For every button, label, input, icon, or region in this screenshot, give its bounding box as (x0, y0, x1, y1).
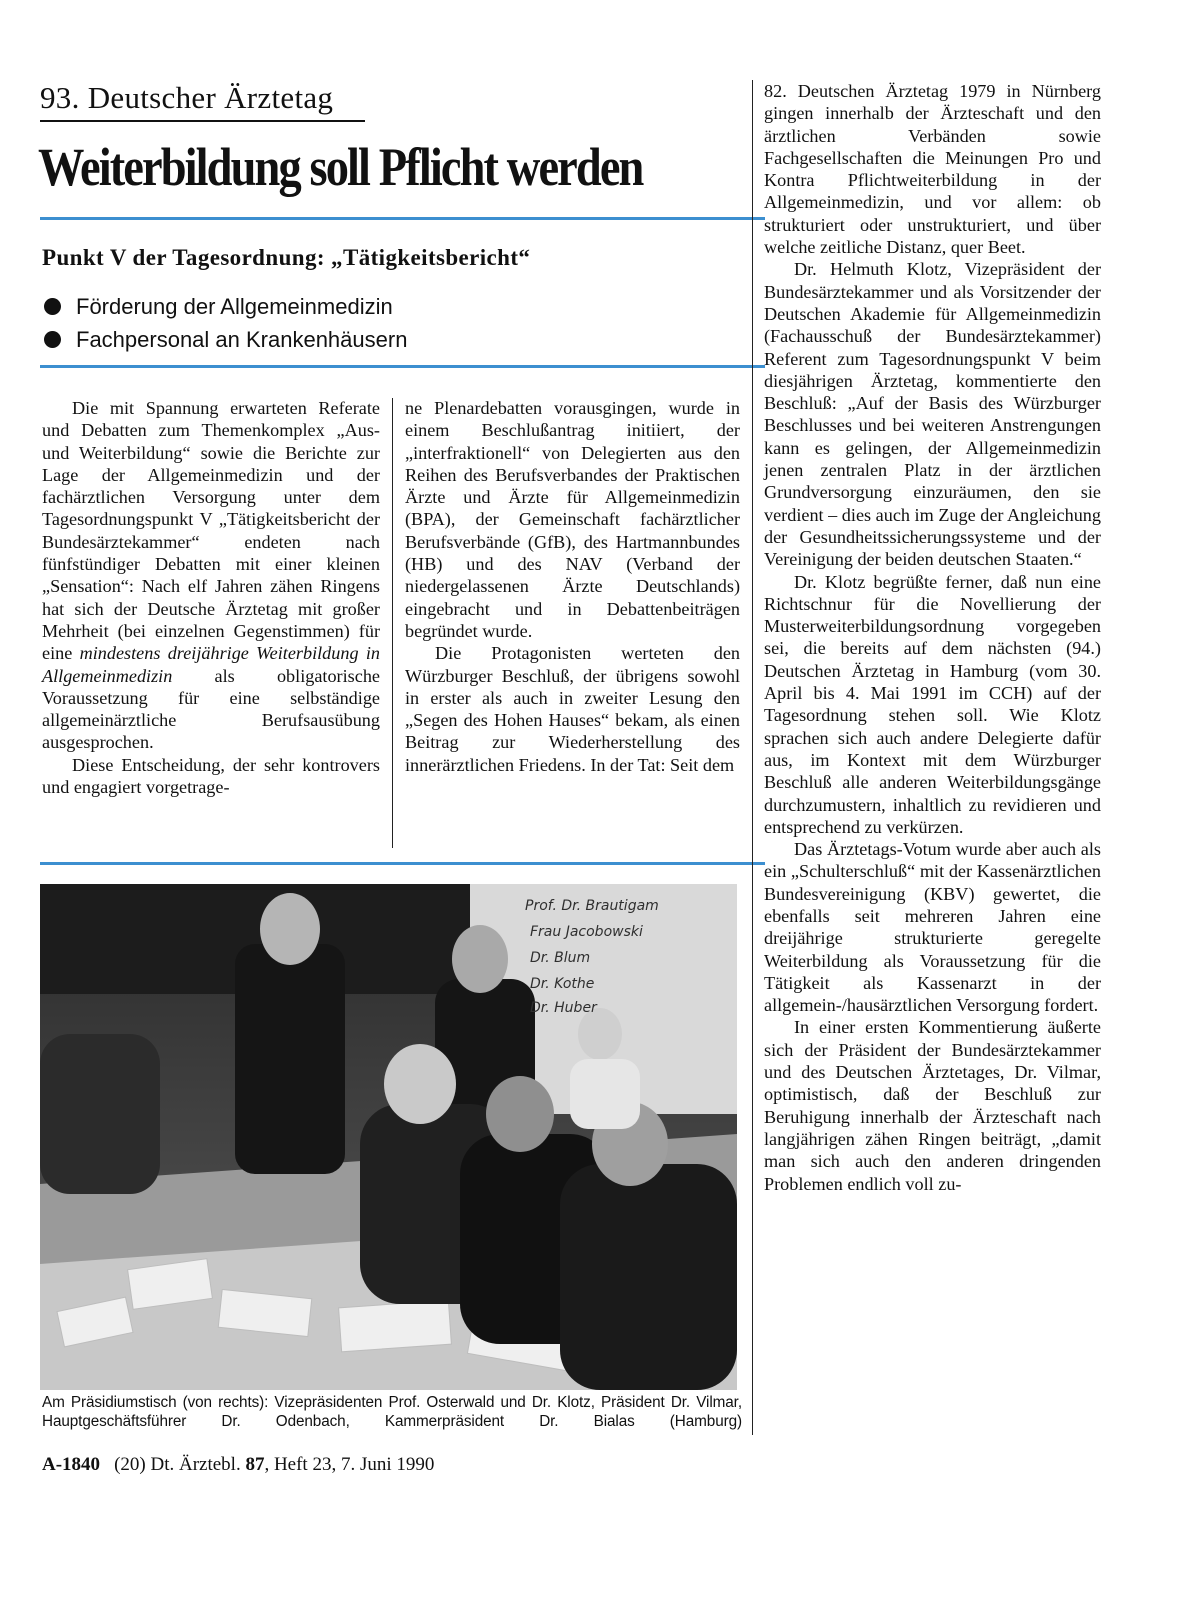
section-kicker: 93. Deutscher Ärztetag (40, 80, 334, 115)
topic-bullet-text: Fachpersonal an Krankenhäusern (76, 327, 408, 352)
paragraph-text: als obligatorische Voraussetzung für eine selbständige allgemeinärztliche Berufsausübung ausgesprochen. (42, 665, 380, 753)
bullet-dot-icon (44, 298, 61, 315)
board-name: Frau Jacobowski (530, 924, 643, 940)
photo (40, 884, 737, 1390)
bullet-dot-icon (44, 331, 61, 348)
board-name: Prof. Dr. Brautigam (525, 898, 659, 914)
headline: Weiterbildung soll Pflicht werden (38, 137, 643, 197)
volume-number: 87 (245, 1454, 265, 1475)
topic-bullet-text: Förderung der Allgemeinmedizin (76, 294, 393, 319)
paragraph-text: Die mit Spannung erwarteten Referate und Debatten zum Themenkomplex „Aus- und Weiterbildung“ sowie die Berichte zur Lage der Allgemeinmedizin und der fachärztlichen Versorgung unter dem Tagesordnungspunkt V „Tätigkeitsbericht der Bundesärztekammer“ endeten nach fünfstündiger Debatten mit einer kleinen „Sensation“: Nach elf Jahren zähen Ringens hat sich der Deutsche Ärztetag mit großer Mehrheit (bei einzelnen Gegenstimmen) für eine (42, 398, 380, 664)
emphasis-text: mindestens dreijährige Weiterbildung in Allgemeinmedizin (42, 643, 380, 686)
page-number: A-1840 (42, 1454, 101, 1475)
subheadline: Punkt V der Tagesordnung: „Tätigkeitsbericht“ (42, 245, 531, 270)
board-name: Dr. Blum (530, 950, 591, 966)
article-column-2 (405, 397, 740, 776)
paragraph: 82. Deutschen Ärztetag 1979 in Nürnberg gingen innerhalb der Ärzteschaft und den ärztlichen Verbänden sowie Fachgesellschaften die Meinungen Pro und Kontra Pflichtweiterbildung in der Allgemeinmedizin, und vor allem: ob strukturiert oder unstrukturiert, und über welche zeitliche Distanz, quer Beet. (764, 81, 1101, 258)
paragraph: Diese Entscheidung, der sehr kontrovers und engagiert vorgetrage- (42, 754, 380, 798)
paragraph: Die Protagonisten werteten den Würzburger Beschluß, der übrigens sowohl in erster als auch in zweiter Lesung den „Segen des Hohen Hauses“ bekam, als einen Beitrag zur Wiederherstellung des innerärztlichen Friedens. In der Tat: Seit dem (405, 643, 740, 775)
paragraph: ne Plenardebatten vorausgingen, wurde in einem Beschlußantrag initiiert, der „interfraktionell“ von Delegierten aus den Reihen des Berufsverbandes der Praktischen Ärzte und Ärzte für Allgemeinmedizin (BPA), der Gemeinschaft fachärztlicher Berufsverbände (GfB), des Hartmannbundes (HB) und des NAV (Verband der niedergelassenen Ärzte Deutschlands) eingebracht und in Debattenbeiträgen begründet wurde. (405, 398, 740, 641)
topic-bullet (42, 290, 762, 323)
paragraph: In einer ersten Kommentierung äußerte sich der Präsident der Bundesärztekammer und des Deutschen Ärztetages, Dr. Vilmar, optimistisch, daß der Beschluß zur Beruhigung innerhalb der Ärzteschaft nach langjährigen zähen Ringen beiträgt, „damit man sich auch den anderen dringenden Problemen endlich voll zu- (764, 1017, 1101, 1194)
article-column-3 (764, 80, 1101, 1195)
paragraph: Dr. Helmuth Klotz, Vizepräsident der Bundesärztekammer und als Vorsitzender der Deutschen Akademie für Allgemeinmedizin (Fachausschuß der Bundesärztekammer) Referent zum Tagesordnungspunkt V beim diesjährigen Ärztetag, kommentierte den Beschluß: „Auf der Basis des Würzburger Beschlusses und bei weiteren Anstrengungen kann es gelingen, der Allgemeinmedizin jenen zentralen Platz in der ärztlichen Grundversorgung einzuräumen, den sie verdient – dies auch im Zuge der Angleichung der Gesundheitssicherungssysteme und der Vereinigung der beiden deutschen Staaten.“ (764, 259, 1101, 570)
column-divider (752, 80, 753, 1435)
board-name: Dr. Kothe (530, 976, 595, 992)
photo-caption: Am Präsidiumstisch (von rechts): Vizepräsidenten Prof. Osterwald und Dr. Klotz, Präsident Dr. Vilmar, Hauptgeschäftsführer Dr. Odenbach, Kammerpräsident Dr. Bialas (Hamburg) (42, 1394, 742, 1430)
paragraph (42, 397, 380, 754)
photo-blue-rule (40, 862, 765, 865)
page-footer (42, 1453, 602, 1477)
topic-bullets (42, 290, 762, 356)
press-photo-illustration (40, 884, 737, 1390)
article-column-1 (42, 397, 380, 798)
headline-blue-rule (40, 217, 765, 220)
paragraph: Das Ärztetags-Votum wurde aber auch als ein „Schulterschluß“ mit der Kassenärztlichen Bundesvereinigung (KBV) gewertet, die ebenfalls seit mehreren Jahren eine dreijährige strukturierte geregelte Weiterbildung als Voraussetzung für die Tätigkeit als Kassenarzt in der allgemein-/hausärztlichen Versorgung fordert. (764, 839, 1101, 1016)
board-name: Dr. Huber (530, 1000, 597, 1016)
column-divider (392, 398, 393, 848)
topic-bullet (42, 323, 762, 356)
kicker-underline (40, 120, 365, 122)
citation-text: (20) Dt. Ärztebl. (114, 1454, 246, 1475)
intro-blue-rule (40, 365, 765, 368)
citation-text: , Heft 23, 7. Juni 1990 (264, 1454, 435, 1475)
paragraph: Dr. Klotz begrüßte ferner, daß nun eine Richtschnur für die Novellierung der Musterweiterbildungsordnung vorgegeben sei, die bereits auf dem nächsten (94.) Deutschen Ärztetag in Hamburg (vom 30. April bis 4. Mai 1991 im CCH) auf der Tagesordnung stehen soll. Wie Klotz sprachen sich auch andere Delegierte dafür aus, im Kontext mit dem Würzburger Beschluß alle anderen Weiterbildungsgänge durchzumustern, inhaltlich zu revidieren und entsprechend zu verkürzen. (764, 571, 1101, 837)
